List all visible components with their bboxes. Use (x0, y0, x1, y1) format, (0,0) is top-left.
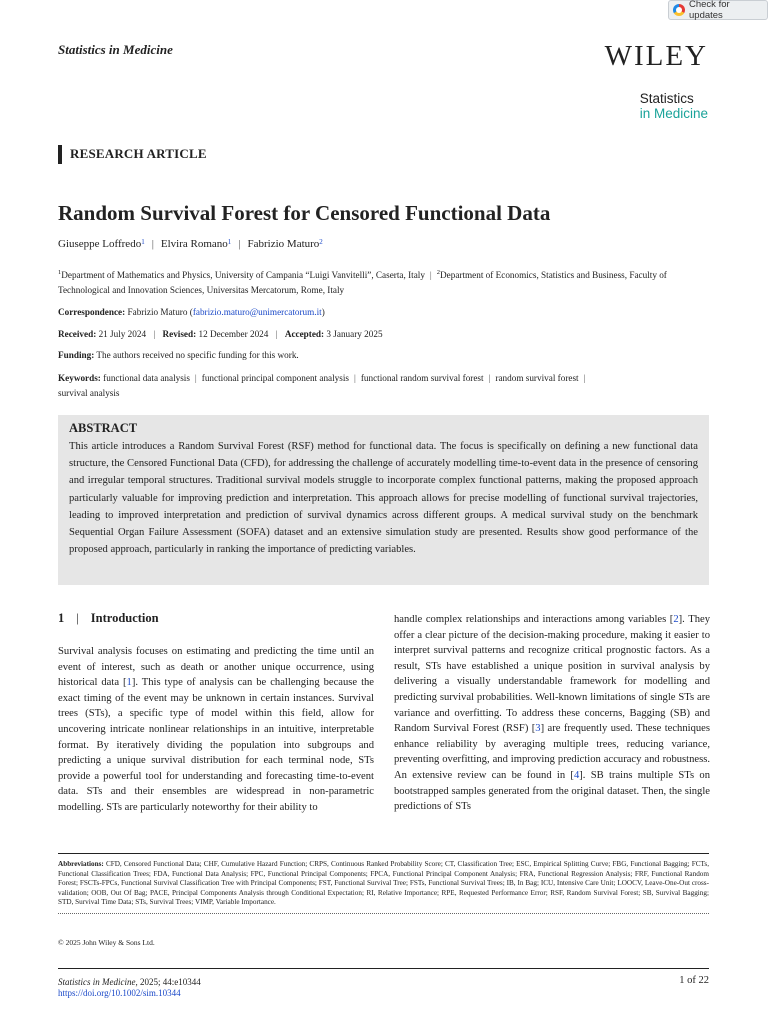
received-label: Received: (58, 329, 97, 339)
correspondence-line (58, 307, 325, 317)
accepted-label: Accepted: (284, 329, 325, 339)
keywords-label: Keywords: (58, 373, 101, 383)
affiliation-marker: 2 (436, 269, 441, 276)
received-date: 21 July 2024 (98, 329, 147, 339)
footer-citation-text: , 2025; 44:e10344 (135, 977, 201, 987)
article-title: Random Survival Forest for Censored Functional Data (58, 201, 551, 225)
body-column-right (394, 612, 710, 815)
footer-citation (58, 977, 201, 999)
author-name[interactable]: Fabrizio Maturo (247, 238, 320, 250)
footnote-dotted-rule (58, 913, 709, 914)
body-text: ]. This type of analysis can be challenging because the exact timing of the event may be unknown in certain instances. Survival trees (STs), a specific type of model within this field, allow for uncovering intricate nonlinear relationships in an intuitive, interpretable format. By iteratively dividing the population into subgroups and predicting a unique survival distribution for each terminal node, STs provide a powerful tool for understanding and forecasting time-to-event data. STs and their ensembles are widespread in non-parametric modelling. STs are particularly noteworthy for their ability to (58, 677, 375, 813)
dates-line (58, 329, 383, 339)
article-type-bar (58, 145, 62, 164)
abbreviations-text: CFD, Censored Functional Data; CHF, Cumulative Hazard Function; CRPS, Continuous Ranked Probability Score; CT, Classification Tree; ESC, Empirical Splitting Curve; FBG, Functional Bagging; FCTs, Functional Classification Trees; FDA, Functional Data Analysis; FPC, Functional Principal Components; FPCA, Functional Principal Component Analysis; FRA, Functional Regression Analysis; FRF, Functional Random Forest; FSCTs-FPCs, Functional Survival Classification Tree with Principal Components; FST, Functional Survival Tree; FSTs, Functional Survival Trees; IB, In Bag; ICU, Intensive Care Unit; LOOCV, Leave-One-Out cross-validation; OOB, Out Of Bag; PACE, Principal Components Analysis through Conditional Expectation; RI, Relative Importance; RPE, Requested Performance Error; RSF, Random Survival Forest; SB, Survival Bagging; STD, Survival Time Data; STs, Survival Trees; VIMP, Variable Importance. (58, 860, 709, 907)
doi-link[interactable]: https://doi.org/10.1002/sim.10344 (58, 988, 181, 998)
funding-line (58, 350, 299, 360)
body-text: handle complex relationships and interactions among variables [ (394, 614, 674, 625)
check-for-updates-label: Check for updates (689, 0, 730, 21)
funding-text: The authors received no specific funding for this work. (96, 350, 299, 360)
author-list (58, 238, 323, 250)
crossmark-icon (673, 4, 685, 16)
body-text: Survival analysis focuses on estimating and predicting the time until an event of interest, such as death or another unique occurrence, using historical data [ (58, 646, 374, 689)
keyword: random survival forest (495, 373, 579, 383)
abstract-heading: ABSTRACT (69, 421, 138, 435)
journal-logo-line2: in Medicine (639, 106, 708, 121)
affiliation-marker: 1 (58, 269, 62, 276)
keyword-separator: | (583, 373, 586, 383)
keyword-separator: | (194, 373, 197, 383)
footer-journal: Statistics in Medicine (58, 977, 136, 987)
section-separator: | (76, 611, 79, 625)
body-column-left (58, 644, 374, 816)
footer-rule (58, 968, 709, 969)
check-for-updates-button[interactable] (668, 0, 768, 20)
author-affiliation-ref[interactable]: 1 (141, 238, 145, 246)
body-text: ]. SB trains multiple STs on bootstrapped samples generated from the original dataset. Then, the single predictions of STs (394, 769, 711, 813)
copyright-notice: © 2025 John Wiley & Sons Ltd. (58, 938, 155, 947)
funding-label: Funding: (58, 350, 95, 360)
keyword: survival analysis (58, 388, 120, 398)
abstract-text: This article introduces a Random Survival Forest (RSF) method for functional data. The focus is specifically on defining a new functional data structure, the Censored Functional Data (CFD), for addressing the challenge of accurately modelling time-to-event data in the presence of censoring and irregular temporal structures. Traditional survival models struggle to incorporate complex functional patterns, making the proposed approach particularly valuable for improving prediction and interpretation. This approach allows for precise modelling of functional survival trajectories, leading to improved interpretation and prediction of survival dynamics across different groups. A medical survival study on the benchmark Sequential Organ Failure Assessment (SOFA) dataset and an extensive simulation study are presented. Results show good performance of the proposed approach, particularly in ranking the importance of predicting variables. (69, 441, 698, 556)
citation-link[interactable]: 4 (573, 769, 580, 781)
section-heading (58, 611, 159, 626)
author-affiliation-ref[interactable]: 1 (227, 238, 232, 246)
abbreviations-footnote (58, 860, 709, 908)
keyword: functional principal component analysis (201, 373, 349, 383)
keyword: functional random survival forest (360, 373, 484, 383)
page-number: 1 of 22 (679, 975, 709, 986)
author-name[interactable]: Giuseppe Loffredo (58, 238, 142, 250)
citation-link[interactable]: 1 (126, 677, 132, 689)
affiliation-1: Department of Mathematics and Physics, University of Campania “Luigi Vanvitelli”, Caserta, Italy (61, 270, 425, 281)
dates-separator: | (275, 329, 278, 339)
keyword-separator: | (488, 373, 491, 383)
citation-link[interactable]: 3 (535, 723, 541, 735)
affiliation-2: Department of Economics, Statistics and Business, Faculty of Technological and Innovation Sciences, Universitas Mercatorum, Rome, Italy (58, 270, 667, 295)
journal-name-header: Statistics in Medicine (58, 42, 173, 57)
keywords-line (58, 371, 710, 401)
section-title: Introduction (90, 611, 159, 625)
publisher-logo: WILEY (604, 40, 708, 72)
correspondence-name: Fabrizio Maturo ( (127, 307, 193, 317)
body-text: ] are frequently used. These techniques enhance reliability by averaging multiple trees, reducing variance, preventing overfitting, and improving prediction accuracy and robustness. An extensive review can be found in [ (394, 723, 710, 781)
revised-date: 12 December 2024 (198, 329, 269, 339)
author-affiliation-ref[interactable]: 2 (319, 238, 323, 246)
correspondence-email-link[interactable]: fabrizio.maturo@unimercatorum.it (192, 307, 322, 317)
article-type-label (58, 144, 207, 164)
keyword-separator: | (353, 373, 356, 383)
journal-logo (640, 91, 708, 121)
dates-separator: | (153, 329, 156, 339)
author-separator: | (151, 238, 154, 250)
author-name[interactable]: Elvira Romano (160, 238, 228, 250)
journal-logo-line1: Statistics (639, 91, 694, 106)
correspondence-close: ) (321, 307, 325, 317)
correspondence-label: Correspondence: (58, 307, 126, 317)
footnote-rule (58, 853, 709, 854)
article-type-text: RESEARCH ARTICLE (70, 146, 207, 161)
body-text: ]. They offer a clear picture of the decision-making procedure, making it easier to interpret survival patterns and recognize critical prognostic factors. As a result, STs have established a unique position in survival analysis by delivering a visually understandable framework for modelling and predicting survival probabilities. Well-known limitations of single STs are variance and overfitting. To address these concerns, Bagging (SB) and Random Survival Forest (RSF) [ (394, 614, 710, 735)
accepted-date: 3 January 2025 (326, 329, 383, 339)
affiliations (58, 266, 710, 297)
keyword: functional data analysis (103, 373, 190, 383)
author-separator: | (238, 238, 241, 250)
revised-label: Revised: (162, 329, 197, 339)
citation-link[interactable]: 2 (673, 614, 679, 625)
section-number: 1 (58, 611, 65, 625)
abstract-box (58, 415, 709, 585)
abbreviations-label: Abbreviations: (58, 860, 104, 868)
affiliation-separator: | (429, 270, 432, 281)
